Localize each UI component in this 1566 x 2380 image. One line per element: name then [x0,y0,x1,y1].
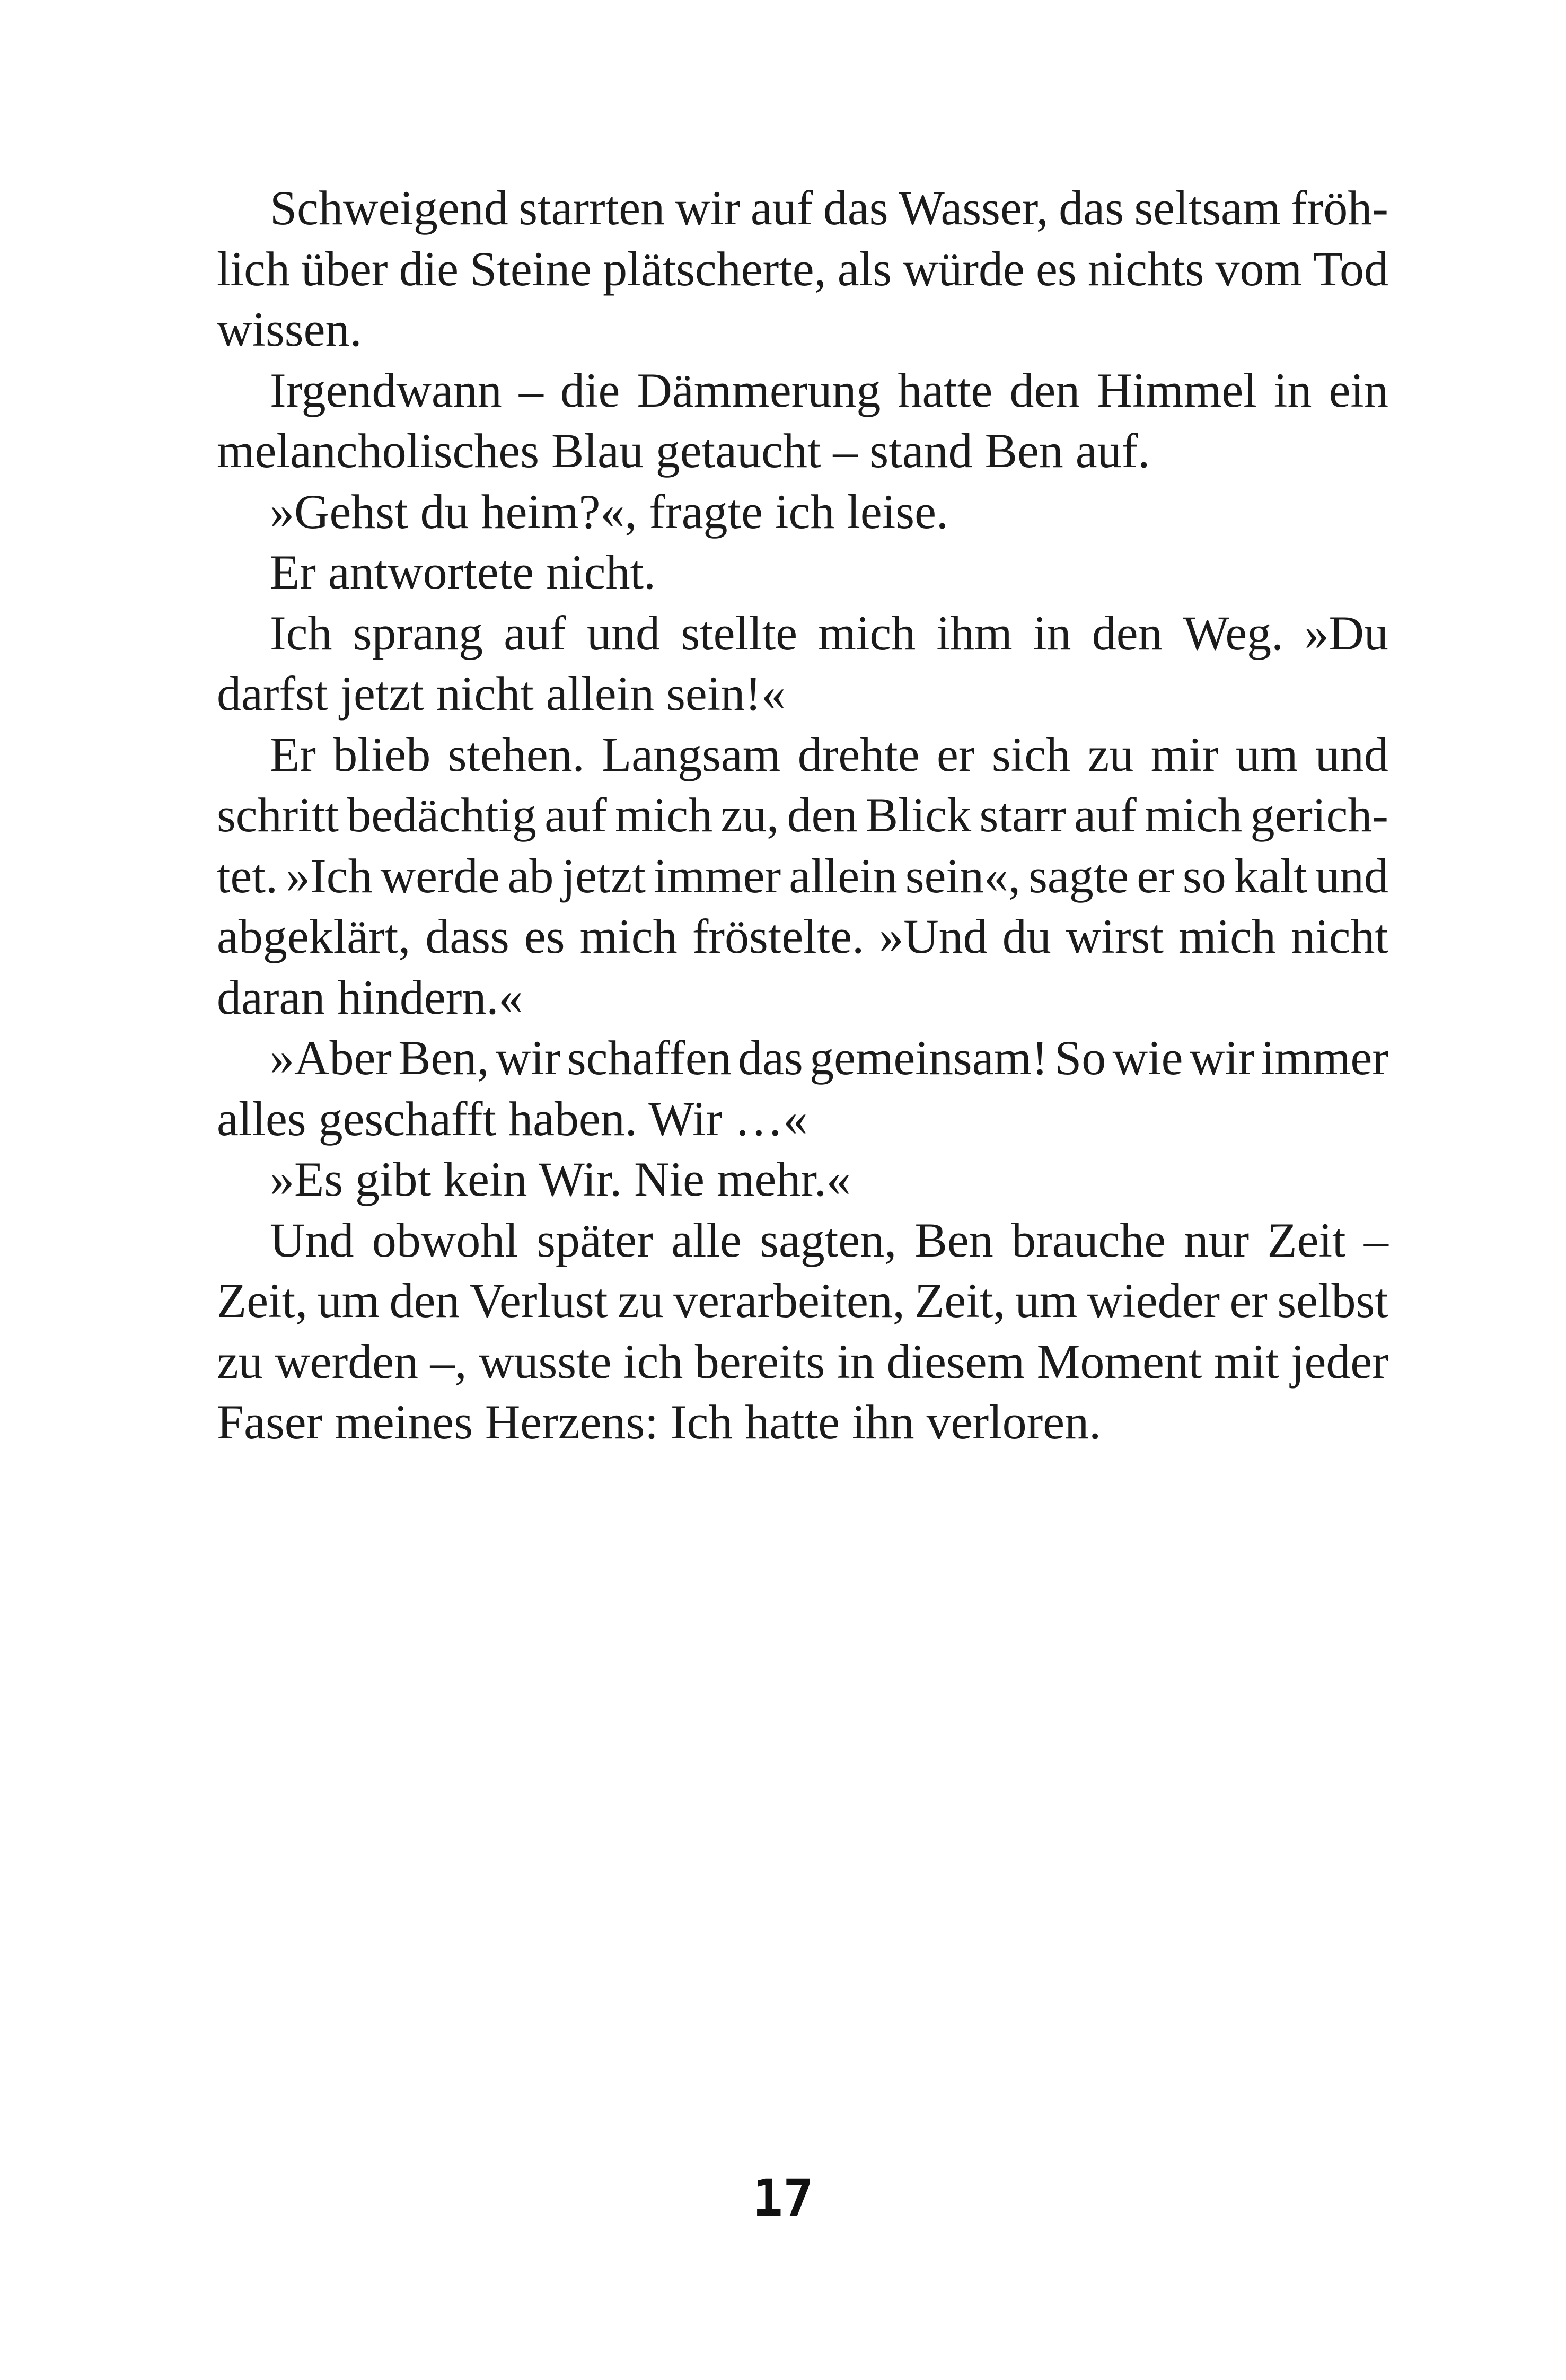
text-line: »Es gibt kein Wir. Nie mehr.« [270,1152,851,1206]
text-line: melancholisches Blau getaucht – stand Ben auf. [217,424,1150,478]
text-line: alles geschafft haben. Wir …« [217,1091,808,1146]
text-line: wissen. [217,302,362,356]
text-line: tet. »Ich werde ab jetzt immer allein sein«, sagte er so kalt und [217,848,1388,903]
text-line: Er antwortete nicht. [270,545,656,599]
text-line: Schweigend starrten wir auf das Wasser, das seltsam fröh- [270,181,1388,235]
text-line: Zeit, um den Verlust zu verarbeiten, Zeit, um wieder er selbst [217,1274,1388,1328]
page-number: 17 [752,2168,814,2228]
text-line: Er blieb stehen. Langsam drehte er sich zu mir um und [270,727,1388,781]
text-line: darfst jetzt nicht allein sein!« [217,666,786,721]
text-line: Und obwohl später alle sagten, Ben brauche nur Zeit – [270,1213,1388,1267]
text-line: Irgendwann – die Dämmerung hatte den Himmel in ein [270,363,1388,417]
text-line: »Gehst du heim?«, fragte ich leise. [270,484,948,539]
text-line: daran hindern.« [217,970,523,1024]
text-line: Faser meines Herzens: Ich hatte ihn verloren. [217,1395,1102,1449]
text-line: abgeklärt, dass es mich fröstelte. »Und du wirst mich nicht [217,909,1388,963]
text-line: zu werden –, wusste ich bereits in diesem Moment mit jeder [217,1334,1388,1389]
body-text [217,178,1388,1453]
text-line: Ich sprang auf und stellte mich ihm in den Weg. »Du [270,605,1388,660]
text-line: »Aber Ben, wir schaffen das gemeinsam! So wie wir immer [270,1031,1388,1085]
text-line: lich über die Steine plätscherte, als würde es nichts vom Tod [217,241,1388,296]
text-line: schritt bedächtig auf mich zu, den Blick starr auf mich gerich- [217,788,1388,842]
